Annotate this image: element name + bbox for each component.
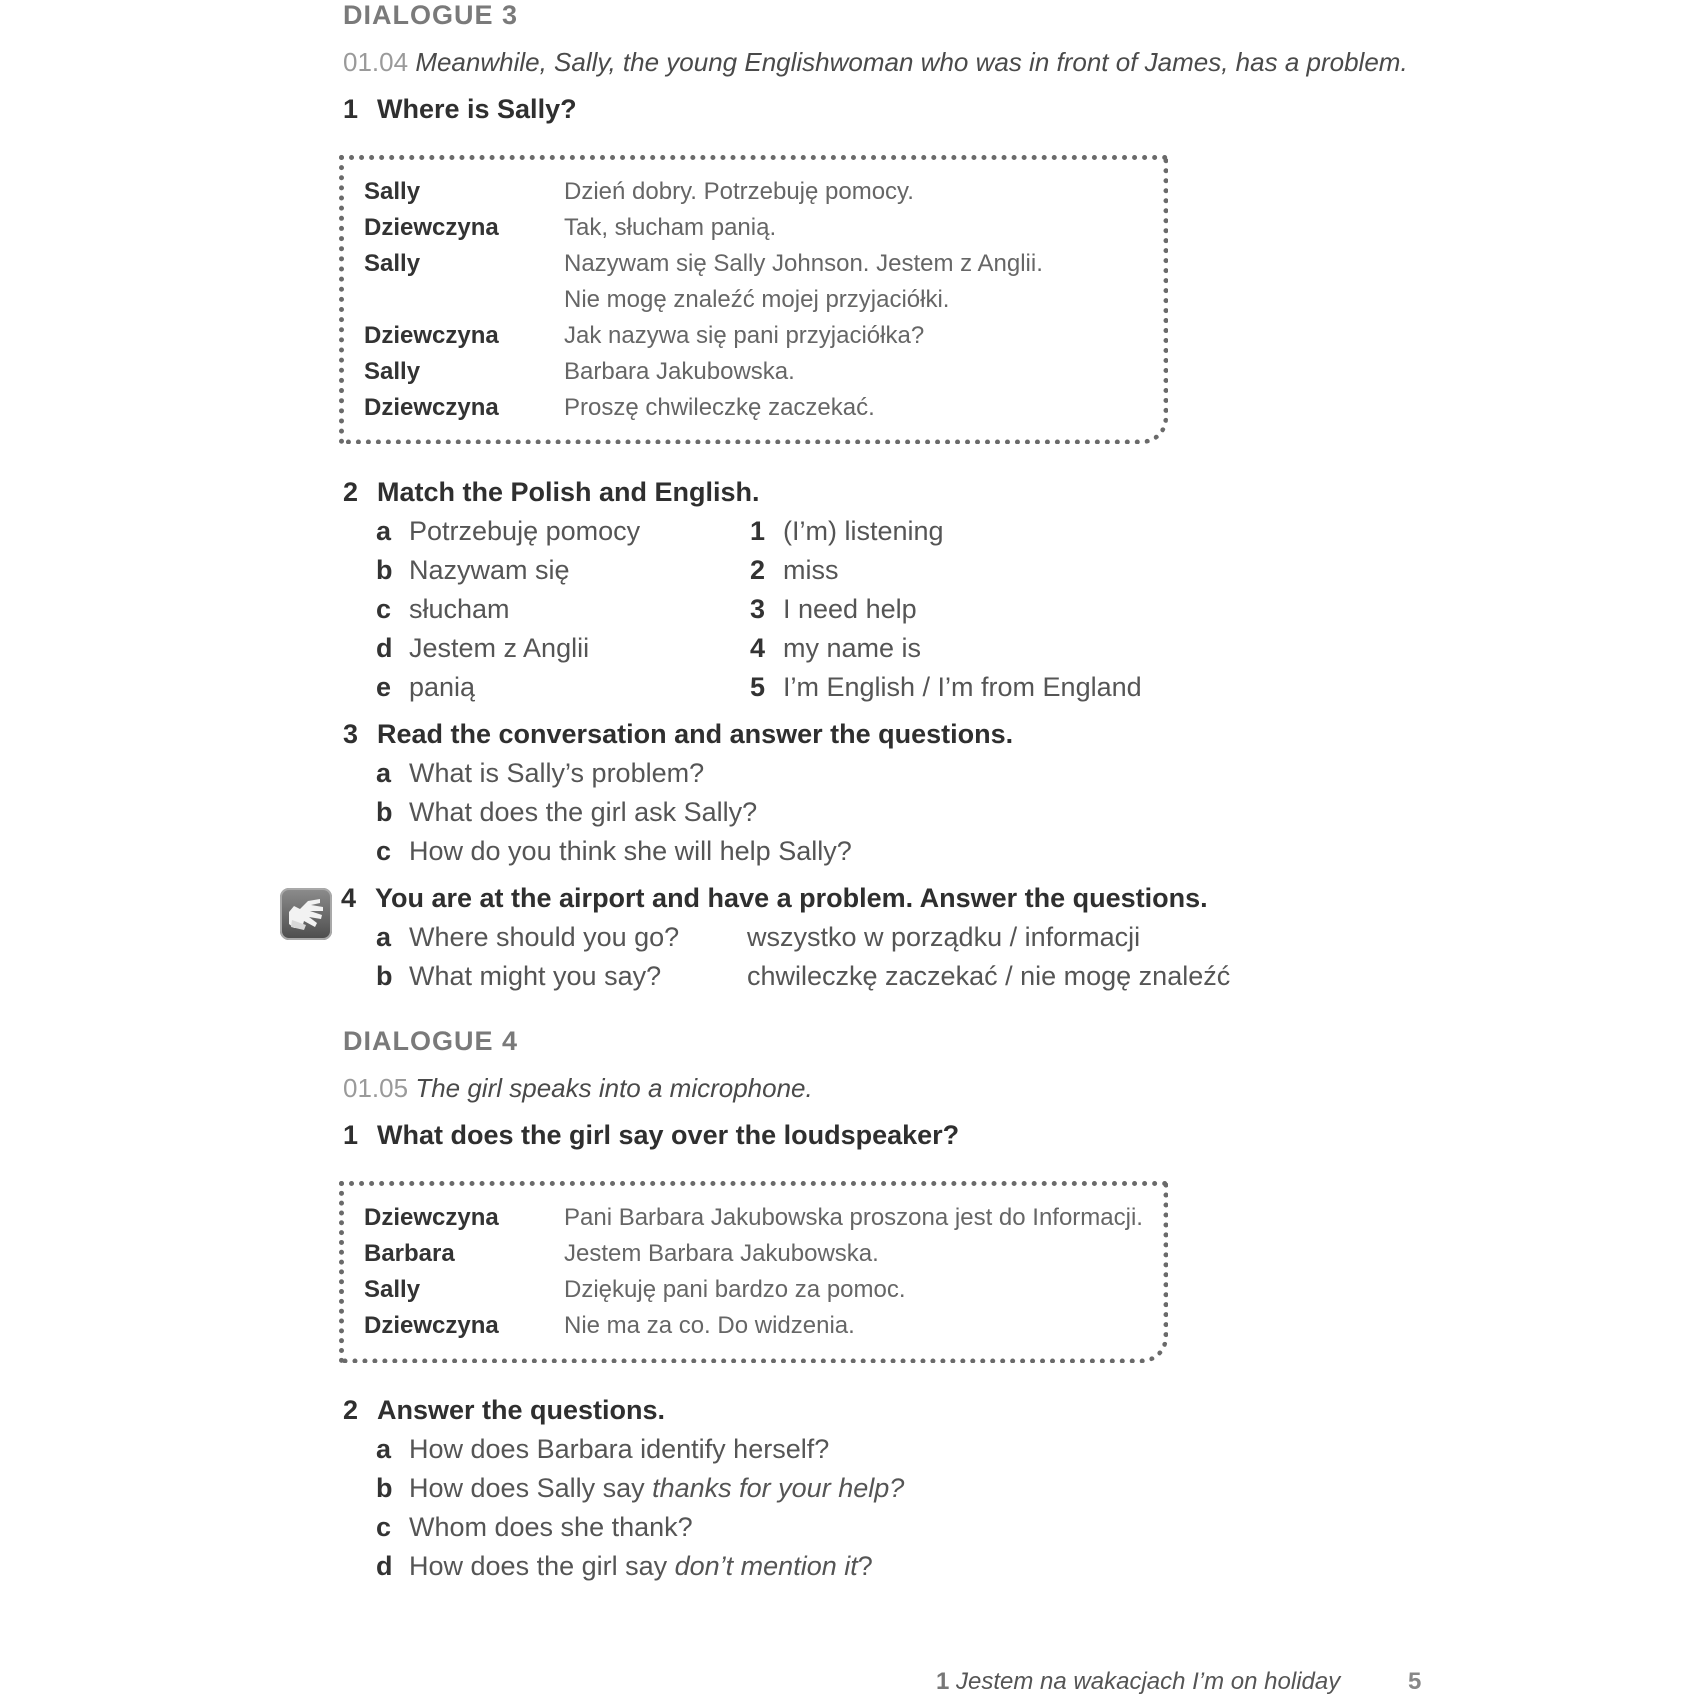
item-number: 5: [750, 672, 766, 702]
speaker: Sally: [364, 250, 421, 277]
dialogue-line: [364, 1240, 879, 1268]
question-item: [376, 1434, 829, 1465]
dialogue-line: [364, 1204, 1143, 1232]
dialogue-line: [364, 1312, 855, 1340]
question-number: 4: [341, 883, 357, 913]
question-item: [376, 1512, 693, 1543]
track-description: The girl speaks into a microphone.: [415, 1073, 813, 1103]
match-right-item: [750, 672, 1142, 703]
track-description: Meanwhile, Sally, the young Englishwoman who was in front of James, has a problem.: [415, 47, 1408, 77]
match-left-item: [376, 555, 570, 586]
question-text: What does the girl say over the loudspeaker?: [377, 1120, 960, 1150]
match-left-item: [376, 594, 510, 625]
speaker: Dziewczyna: [364, 394, 499, 421]
item-number: 1: [750, 516, 766, 546]
match-right-item: [750, 633, 921, 664]
question-item: [376, 922, 679, 953]
speaker: Barbara: [364, 1240, 455, 1267]
question-text: Answer the questions.: [377, 1395, 666, 1425]
question-number: 2: [343, 477, 359, 507]
line-text: Nie mogę znaleźć mojej przyjaciółki.: [564, 286, 950, 313]
speaker: Dziewczyna: [364, 322, 499, 349]
dialogue-line: [364, 322, 924, 350]
dialogue-4-intro: [343, 1073, 813, 1104]
question-number: 2: [343, 1395, 359, 1425]
speaker: Sally: [364, 1276, 421, 1303]
item-text: Jestem z Anglii: [409, 633, 590, 663]
question-text: Where is Sally?: [377, 94, 577, 124]
vocab-hint: chwileczkę zaczekać / nie mogę znaleźć: [747, 961, 1231, 991]
item-letter: a: [376, 758, 392, 788]
item-number: 4: [750, 633, 766, 663]
dialogue-box: [339, 1181, 1168, 1363]
dialogue-4-title: DIALOGUE 4: [343, 1026, 519, 1056]
match-left-item: [376, 516, 640, 547]
item-text: (I’m) listening: [783, 516, 944, 546]
question-item: [376, 1473, 904, 1504]
item-letter: b: [376, 961, 393, 991]
item-italic-phrase: don’t mention it: [674, 1551, 858, 1581]
item-text: Nazywam się: [409, 555, 570, 585]
question-heading: [343, 477, 760, 508]
line-text: Nie ma za co. Do widzenia.: [564, 1312, 855, 1339]
speaker: Sally: [364, 358, 421, 385]
match-left-item: [376, 672, 475, 703]
speaker: Dziewczyna: [364, 1204, 499, 1231]
dialogue-box: [339, 155, 1168, 444]
item-letter: b: [376, 555, 393, 585]
match-right-item: [750, 555, 839, 586]
question-text: Match the Polish and English.: [377, 477, 760, 507]
item-number: 2: [750, 555, 766, 585]
item-text: Potrzebuję pomocy: [409, 516, 641, 546]
item-letter: b: [376, 797, 393, 827]
item-number: 3: [750, 594, 766, 624]
dialogue-3-intro: [343, 47, 1408, 78]
item-tail: ?: [857, 1551, 873, 1581]
page-number: 5: [1408, 1668, 1422, 1695]
dialogue-line: [364, 178, 914, 206]
track-code: 01.04: [343, 47, 409, 77]
item-text: How does the girl say: [409, 1551, 675, 1581]
item-text: What does the girl ask Sally?: [409, 797, 758, 827]
question-item: [376, 758, 704, 789]
unit-title: Jestem na wakacjach I’m on holiday: [956, 1668, 1341, 1695]
question-item: [376, 961, 661, 992]
question-item: [376, 1551, 873, 1582]
running-footer: [936, 1668, 1340, 1696]
item-text: panią: [409, 672, 476, 702]
line-text: Barbara Jakubowska.: [564, 358, 795, 385]
line-text: Proszę chwileczkę zaczekać.: [564, 394, 875, 421]
item-letter: a: [376, 516, 392, 546]
match-right-item: [750, 516, 944, 547]
item-letter: a: [376, 922, 392, 952]
vocab-hint: wszystko w porządku / informacji: [747, 922, 1141, 952]
match-left-item: [376, 633, 589, 664]
item-italic-phrase: thanks for your help?: [652, 1473, 905, 1503]
item-letter: e: [376, 672, 392, 702]
line-text: Pani Barbara Jakubowska proszona jest do Informacji.: [564, 1204, 1143, 1231]
item-text: How do you think she will help Sally?: [409, 836, 852, 866]
dialogue-line: [364, 1276, 906, 1304]
question-item: [376, 797, 757, 828]
dialogue-line: [364, 250, 1043, 278]
item-letter: d: [376, 633, 393, 663]
speaker: Dziewczyna: [364, 214, 499, 241]
speaker: Dziewczyna: [364, 1312, 499, 1339]
match-right-item: [750, 594, 917, 625]
dialogue-line: [364, 214, 776, 242]
item-text: Whom does she thank?: [409, 1512, 693, 1542]
speaker: Sally: [364, 178, 421, 205]
line-text: Jestem Barbara Jakubowska.: [564, 1240, 879, 1267]
line-text: Jak nazywa się pani przyjaciółka?: [564, 322, 925, 349]
track-code: 01.05: [343, 1073, 409, 1103]
question-heading: [341, 883, 1208, 914]
question-number: 3: [343, 719, 359, 749]
item-letter: a: [376, 1434, 392, 1464]
item-text: słucham: [409, 594, 510, 624]
question-number: 1: [343, 1120, 359, 1150]
item-letter: c: [376, 594, 392, 624]
item-text: How does Sally say: [409, 1473, 653, 1503]
item-letter: b: [376, 1473, 393, 1503]
question-heading: [343, 719, 1013, 750]
question-heading: [343, 94, 577, 125]
item-text: Where should you go?: [409, 922, 680, 952]
question-number: 1: [343, 94, 359, 124]
line-text: Dziękuję pani bardzo za pomoc.: [564, 1276, 906, 1303]
item-text: my name is: [783, 633, 922, 663]
item-text: I’m English / I’m from England: [783, 672, 1142, 702]
dialogue-3-title: DIALOGUE 3: [343, 0, 519, 30]
speaking-hand-icon: [280, 888, 332, 940]
question-heading: [343, 1395, 665, 1426]
unit-number: 1: [936, 1668, 950, 1695]
dialogue-line: [364, 358, 795, 386]
item-letter: d: [376, 1551, 393, 1581]
line-text: Tak, słucham panią.: [564, 214, 777, 241]
item-text: miss: [783, 555, 839, 585]
line-text: Dzień dobry. Potrzebuję pomocy.: [564, 178, 914, 205]
question-text: Read the conversation and answer the questions.: [377, 719, 1014, 749]
item-letter: c: [376, 836, 392, 866]
item-text: I need help: [783, 594, 917, 624]
question-item: [376, 836, 852, 867]
item-text: How does Barbara identify herself?: [409, 1434, 830, 1464]
item-letter: c: [376, 1512, 392, 1542]
dialogue-line: [364, 394, 875, 422]
item-text: What might you say?: [409, 961, 662, 991]
dialogue-line: [364, 286, 949, 314]
line-text: Nazywam się Sally Johnson. Jestem z Anglii.: [564, 250, 1043, 277]
question-text: You are at the airport and have a problem. Answer the questions.: [375, 883, 1208, 913]
question-heading: [343, 1120, 959, 1151]
item-text: What is Sally’s problem?: [409, 758, 705, 788]
